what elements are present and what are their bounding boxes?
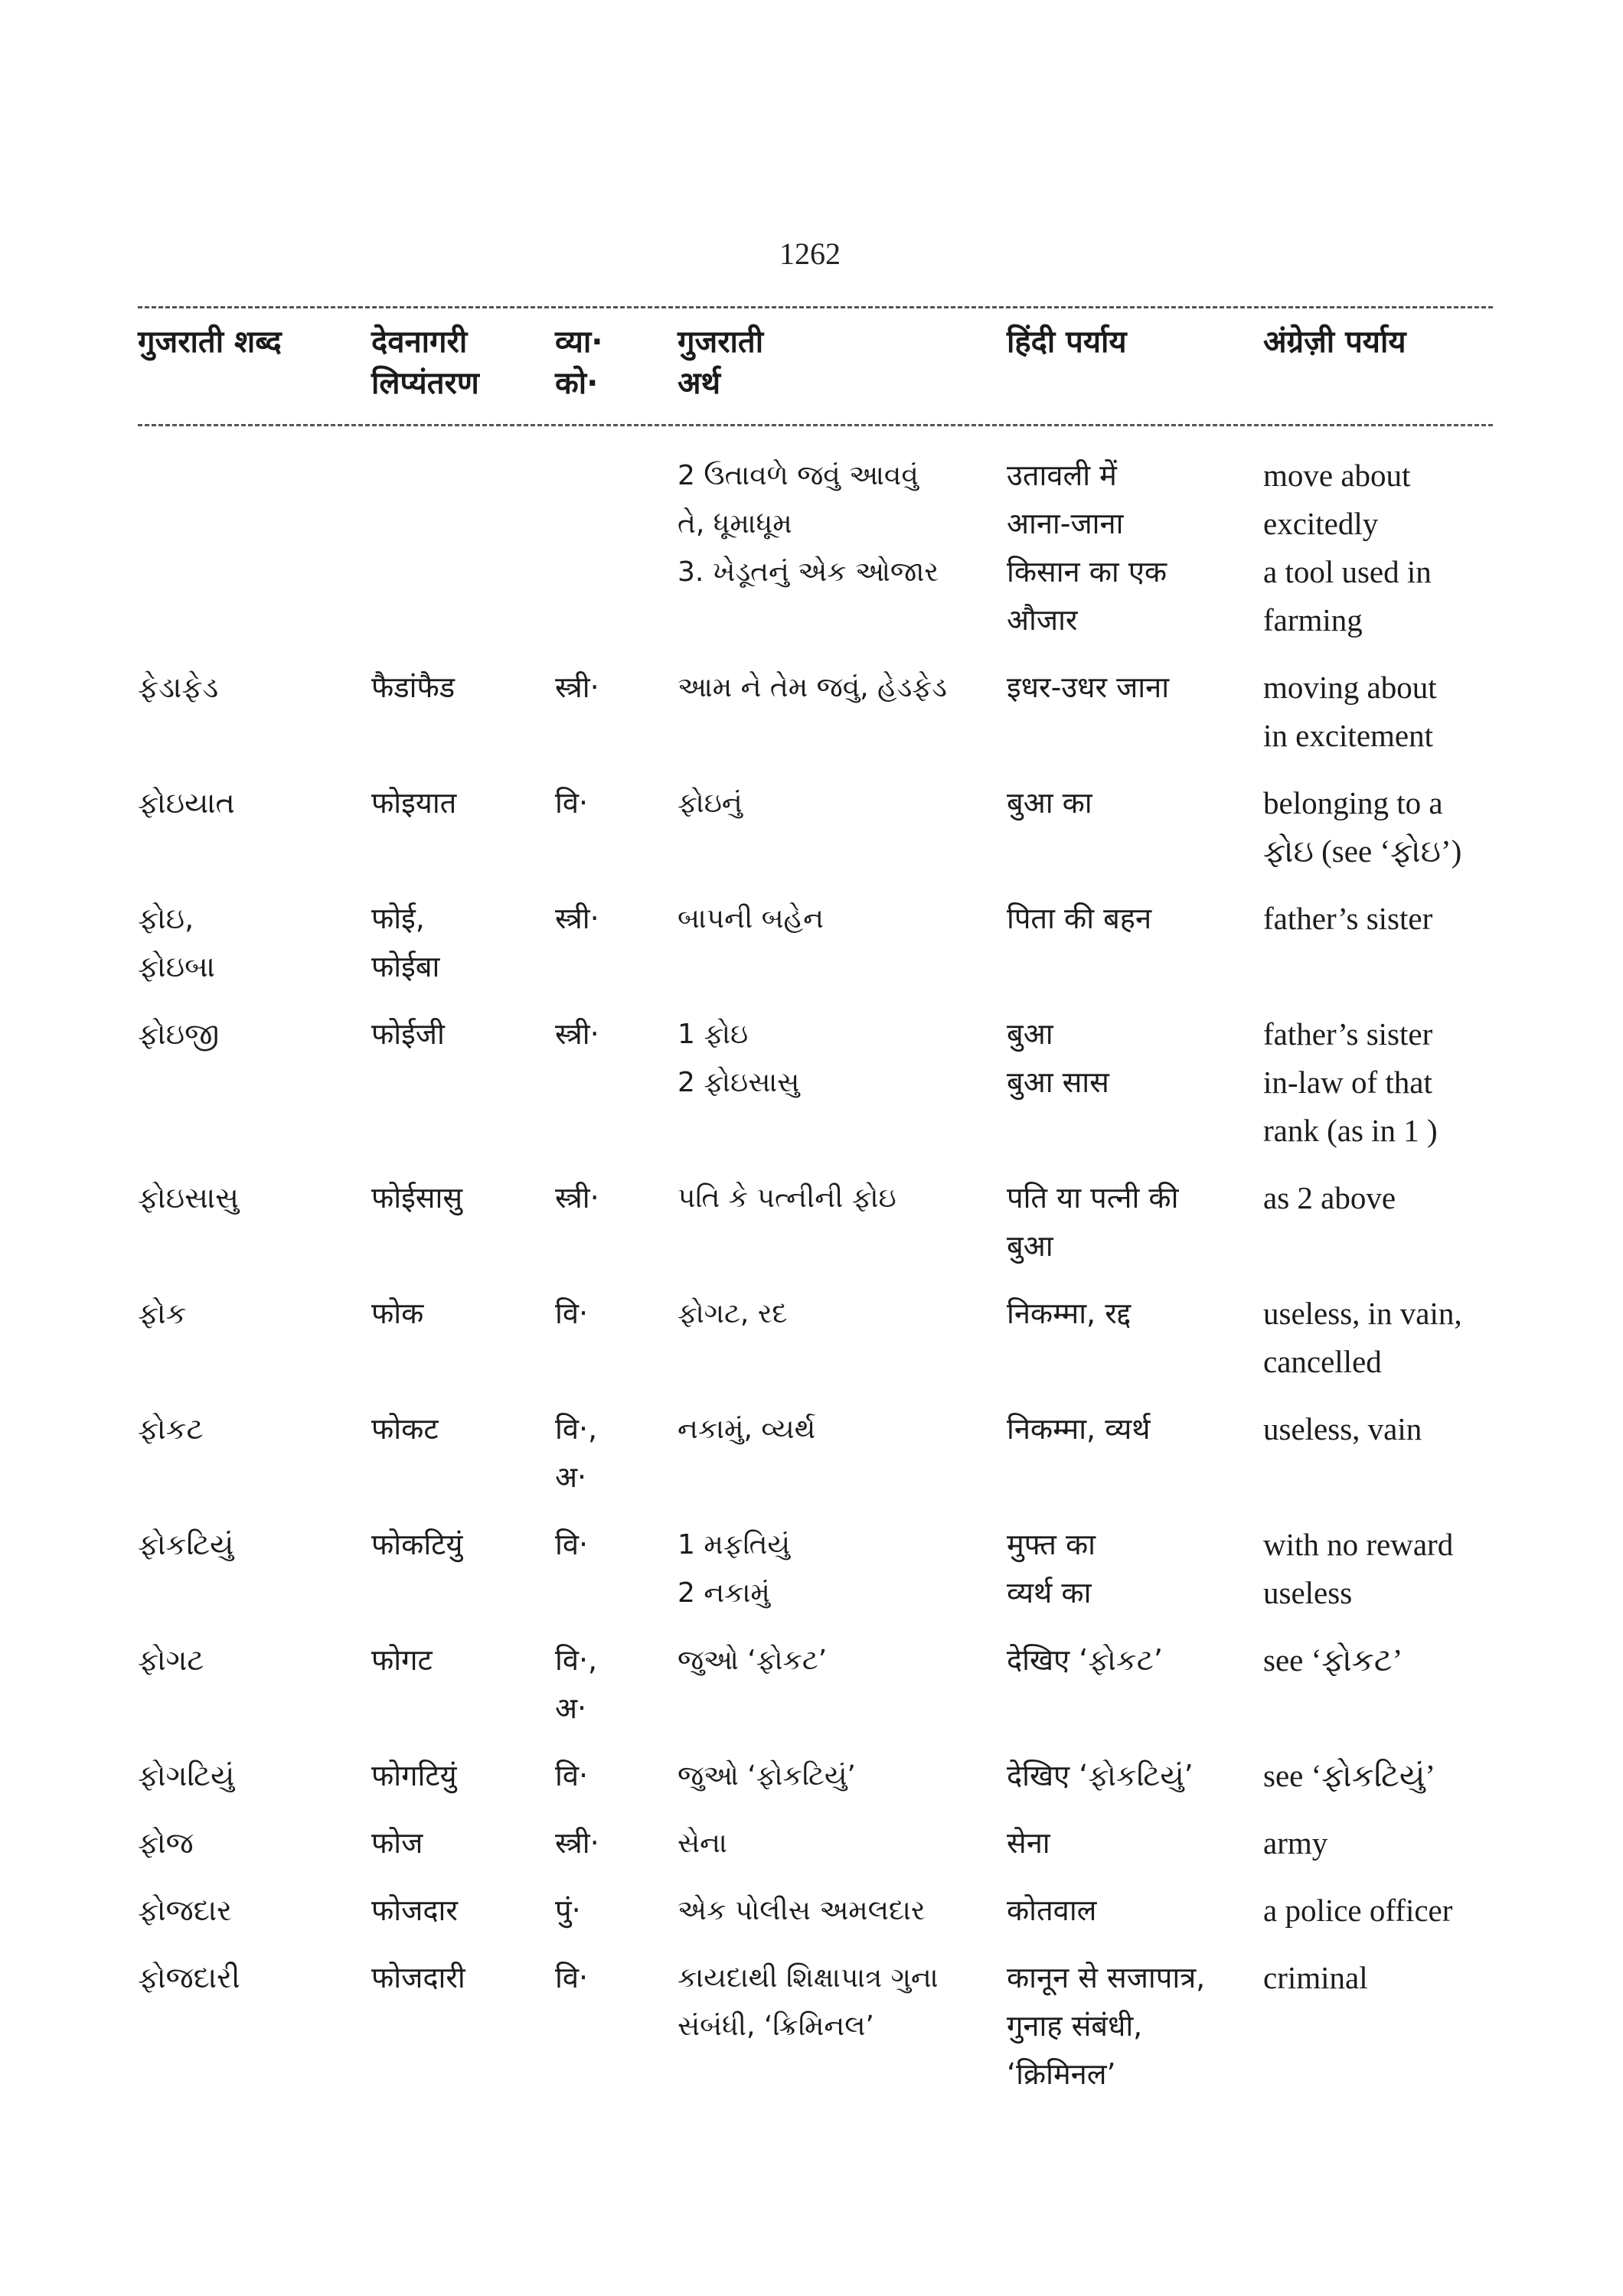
entry-word: ફોજદાર: [138, 1893, 232, 1927]
entry-transliteration: फोजदारी: [371, 1961, 465, 1994]
table-row: [138, 1819, 1493, 1887]
header-devanagari: देवनागरी लिप्यंतरण: [371, 325, 479, 401]
dictionary-table-body: [138, 452, 1493, 2118]
entry-hindi-equivalent: सेना: [1007, 1826, 1050, 1860]
entry-english-equivalent: moving about in excitement: [1263, 670, 1437, 753]
entry-grammar: स्त्री·: [555, 670, 599, 704]
entry-transliteration: फोईजी: [371, 1017, 445, 1051]
header-bottom-rule: [138, 424, 1493, 426]
entry-hindi-equivalent: बुआ का: [1007, 786, 1092, 820]
entry-gujarati-meaning: બાપની બહેન: [678, 903, 824, 934]
entry-transliteration: फोकटियुं: [371, 1528, 463, 1561]
entry-gujarati-meaning: ફોગટ, રદ: [678, 1298, 788, 1329]
entry-transliteration: फोज: [371, 1826, 423, 1860]
entry-hindi-equivalent: देखिए ‘ફોકટિયું’: [1007, 1759, 1194, 1792]
entry-grammar: वि·, अ·: [555, 1412, 598, 1494]
entry-hindi-equivalent: बुआ बुआ सास: [1007, 1017, 1109, 1099]
entry-gujarati-meaning: કાયદાથી શિક્ષાપાત્ર ગુના સંબંધી, ‘ક્રિમિનલ’: [678, 1962, 939, 2042]
entry-word: ફોઇસાસુ: [138, 1181, 239, 1215]
entry-word: ફોઇજી: [138, 1017, 220, 1051]
header-grammar: व्या· को·: [555, 325, 603, 401]
entry-word: ફોઇયાત: [138, 786, 235, 820]
table-row: [138, 779, 1493, 895]
table-row: [138, 1290, 1493, 1405]
table-row: [138, 1752, 1493, 1819]
entry-english-equivalent: father’s sister: [1263, 901, 1433, 936]
entry-word: ફોકટ: [138, 1412, 204, 1446]
entry-grammar: वि·: [555, 1528, 589, 1561]
entry-hindi-equivalent: पति या पत्नी की बुआ: [1007, 1181, 1179, 1263]
entry-hindi-equivalent: निकम्मा, रद्द: [1007, 1296, 1132, 1330]
entry-transliteration: फोक: [371, 1296, 424, 1330]
entry-gujarati-meaning: 1 ફોઇ 2 ફોઇસાસુ: [678, 1019, 800, 1098]
table-row: [138, 664, 1493, 779]
entry-transliteration: फैडांफैड: [371, 670, 456, 704]
entry-english-equivalent: useless, vain: [1263, 1411, 1422, 1446]
entry-gujarati-meaning: જુઓ ‘ફોકટ’: [678, 1645, 828, 1676]
entry-english-equivalent: see ‘ફોકટિયું’: [1263, 1758, 1436, 1793]
entry-hindi-equivalent: कोतवाल: [1007, 1893, 1097, 1927]
entry-transliteration: फोगटियुं: [371, 1759, 457, 1792]
entry-english-equivalent: army: [1263, 1825, 1328, 1861]
table-row: [138, 1010, 1493, 1174]
entry-hindi-equivalent: निकम्मा, व्यर्थ: [1007, 1412, 1151, 1446]
entry-english-equivalent: as 2 above: [1263, 1180, 1396, 1215]
entry-english-equivalent: move about excitedly a tool used in farming: [1263, 458, 1432, 638]
entry-gujarati-meaning: ફોઇનું: [678, 788, 743, 819]
header-top-rule: [138, 306, 1493, 308]
entry-grammar: स्त्री·: [555, 1181, 599, 1215]
entry-transliteration: फोगट: [371, 1643, 433, 1677]
entry-word: ફોગટિયું: [138, 1759, 235, 1792]
entry-english-equivalent: with no reward useless: [1263, 1527, 1454, 1610]
page-number: 1262: [779, 236, 841, 271]
entry-hindi-equivalent: पिता की बहन: [1007, 902, 1152, 935]
entry-word: ફોજદારી: [138, 1961, 240, 1994]
entry-english-equivalent: useless, in vain, cancelled: [1263, 1296, 1462, 1379]
entry-gujarati-meaning: પતિ કે પત્નીની ફોઇ: [678, 1182, 896, 1214]
entry-transliteration: फोजदार: [371, 1893, 458, 1927]
header-gujarati-word: गुजराती शब्द: [138, 325, 282, 360]
entry-hindi-equivalent: कानून से सजापात्र, गुनाह संबंधी, ‘क्रिमिनल’: [1007, 1961, 1206, 2091]
entry-grammar: वि·: [555, 786, 589, 820]
entry-word: ફેડાફેડ: [138, 670, 219, 704]
entry-grammar: वि·, अ·: [555, 1643, 598, 1725]
table-row: [138, 1174, 1493, 1290]
table-row: [138, 895, 1493, 1010]
entry-transliteration: फोइयात: [371, 786, 457, 820]
table-row: [138, 1887, 1493, 1954]
entry-word: ફોગટ: [138, 1643, 204, 1677]
entry-word: ફોક: [138, 1296, 187, 1330]
entry-hindi-equivalent: इधर-उधर जाना: [1007, 670, 1170, 704]
header-hindi: हिंदी पर्याय: [1007, 325, 1127, 360]
entry-english-equivalent: belonging to a ફોઇ (see ‘ફોઇ’): [1263, 785, 1462, 869]
entry-word: ફોઇ, ફોઇબા: [138, 902, 215, 983]
table-row: [138, 1954, 1493, 2118]
entry-grammar: वि·: [555, 1296, 589, 1330]
header-english: अंग्रेज़ी पर्याय: [1263, 325, 1406, 360]
entry-transliteration: फोई, फोईबा: [371, 902, 440, 983]
table-row: [138, 452, 1493, 664]
entry-transliteration: फोकट: [371, 1412, 439, 1446]
header-gujarati-meaning: गुजराती अर्थ: [678, 325, 764, 401]
entry-gujarati-meaning: 2 ઉતાવળે જવું આવવું તે, ધૂમાધૂમ 3. ખેડૂતનું એક ઓજાર: [678, 460, 939, 588]
entry-grammar: वि·: [555, 1961, 589, 1994]
entry-grammar: स्त्री·: [555, 1017, 599, 1051]
entry-gujarati-meaning: જુઓ ‘ફોકટિયું’: [678, 1760, 856, 1792]
table-row: [138, 1405, 1493, 1521]
entry-grammar: स्त्री·: [555, 902, 599, 935]
entry-grammar: वि·: [555, 1759, 589, 1792]
entry-transliteration: फोईसासु: [371, 1181, 463, 1215]
entry-grammar: स्त्री·: [555, 1826, 599, 1860]
entry-hindi-equivalent: मुफ्त का व्यर्थ का: [1007, 1528, 1096, 1609]
table-row: [138, 1521, 1493, 1636]
entry-gujarati-meaning: સેના: [678, 1828, 727, 1859]
table-row: [138, 1636, 1493, 1752]
entry-gujarati-meaning: એક પોલીસ અમલદાર: [678, 1895, 926, 1926]
entry-gujarati-meaning: નકામું, વ્યર્થ: [678, 1414, 816, 1445]
entry-english-equivalent: a police officer: [1263, 1893, 1453, 1928]
entry-word: ફોકટિયું: [138, 1528, 234, 1561]
entry-hindi-equivalent: देखिए ‘ફોકટ’: [1007, 1643, 1163, 1677]
entry-gujarati-meaning: 1 મફતિયું 2 નકામું: [678, 1529, 790, 1609]
entry-word: ફોજ: [138, 1826, 194, 1860]
table-header: [138, 321, 1493, 413]
entry-gujarati-meaning: આમ ને તેમ જવું, હેડફેડ: [678, 672, 947, 703]
entry-english-equivalent: father’s sister in-law of that rank (as in 1 ): [1263, 1016, 1438, 1148]
entry-english-equivalent: see ‘ફોકટ’: [1263, 1642, 1403, 1678]
entry-hindi-equivalent: उतावली में आना-जाना किसान का एक औजार: [1007, 458, 1167, 637]
entry-grammar: पुं·: [555, 1893, 581, 1927]
entry-english-equivalent: criminal: [1263, 1960, 1368, 1995]
